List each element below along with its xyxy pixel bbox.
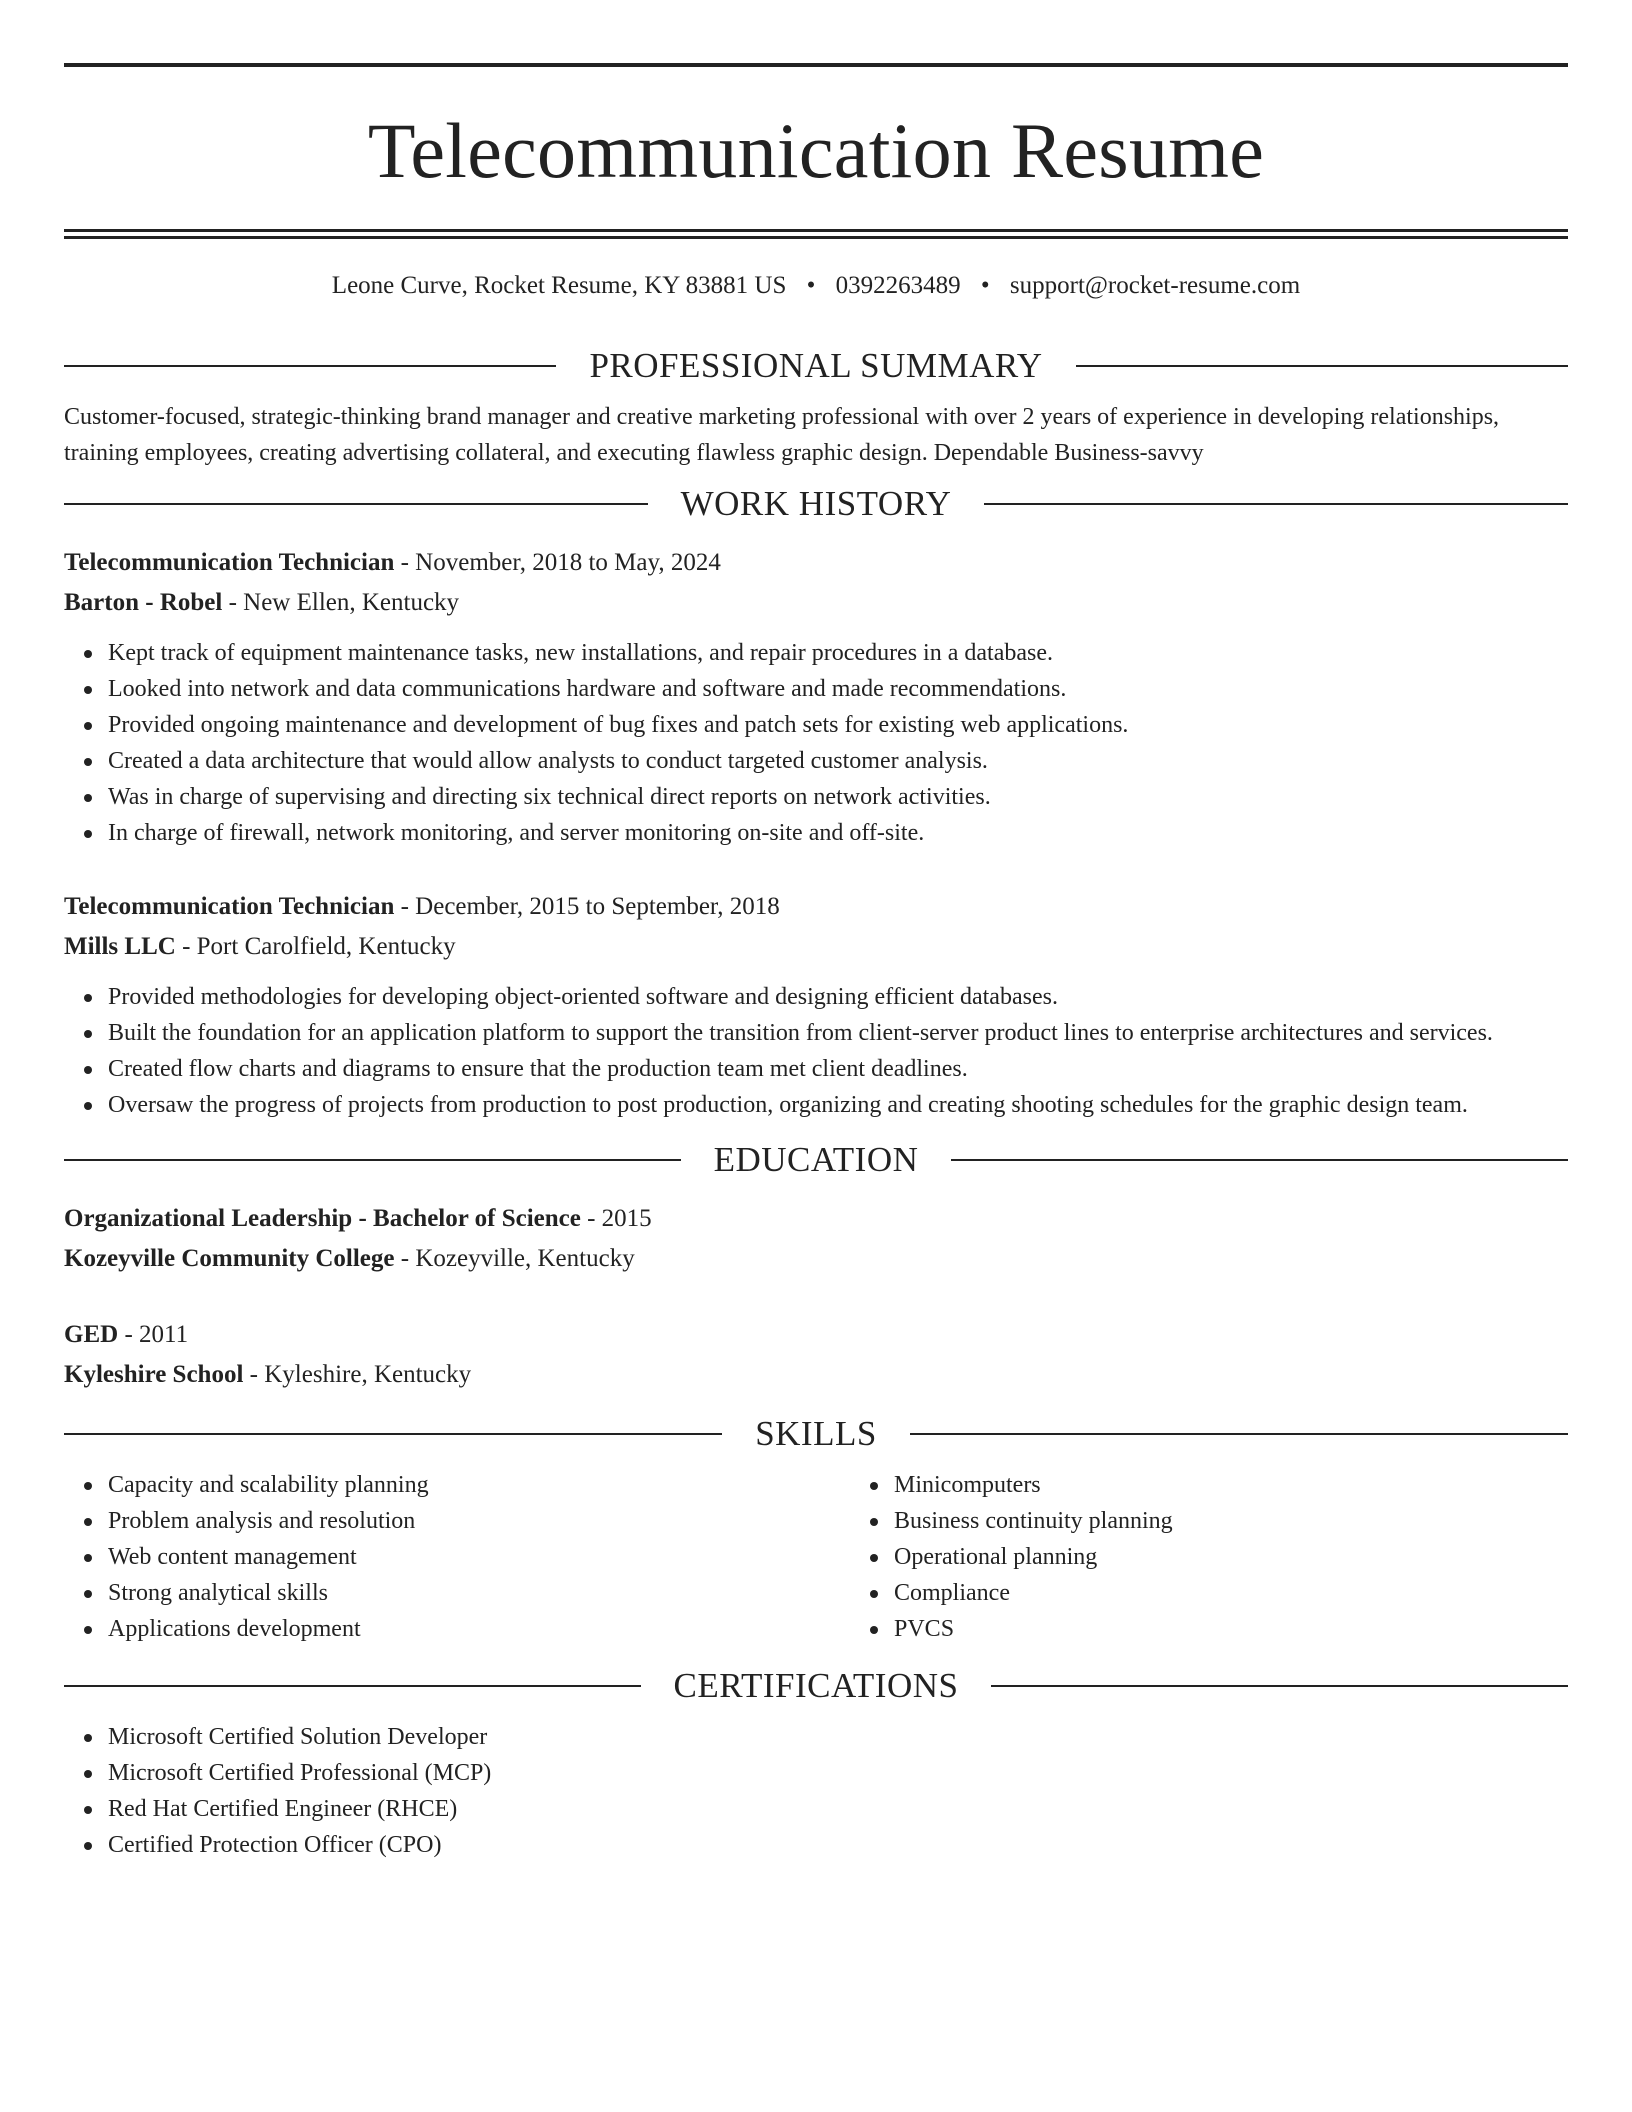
contact-email: support@rocket-resume.com [1009,272,1301,299]
graduation-year: - 2011 [118,1321,189,1348]
school-name: Kozeyville Community College [64,1245,395,1272]
section-heading-work [64,483,1568,525]
job-dates: - November, 2018 to May, 2024 [394,549,721,576]
summary-text: Customer-focused, strategic-thinking brand manager and creative marketing professional with over 2 years of experience in developing relationships, training employees, creating advertising collateral, and executing flawless graphic design. Dependable Business-savvy [64,404,1500,466]
section-heading-education [64,1139,1568,1181]
job-company: Mills LLC [64,933,176,960]
contact-phone: 0392263489 [835,272,961,299]
section-heading-skills [64,1413,1568,1455]
heading-rule [991,1685,1568,1687]
list-item: Provided methodologies for developing object-oriented software and designing efficient databases. [108,979,1568,1015]
job-company-line [64,583,1568,623]
degree: GED [64,1321,119,1348]
school-location: - Kozeyville, Kentucky [394,1245,635,1272]
school-line [64,1355,1568,1395]
section-heading-summary [64,345,1568,387]
job-title-line [64,543,1568,583]
list-item: Looked into network and data communications hardware and software and made recommendations. [108,671,1568,707]
list-item: Kept track of equipment maintenance tasks, new installations, and repair procedures in a database. [108,635,1568,671]
section-title: SKILLS [755,1414,877,1453]
skills-columns [64,1467,1568,1647]
heading-rule [64,1159,681,1161]
skill-item: Business continuity planning [894,1503,1568,1539]
heading-rule [1076,365,1568,367]
heading-rule [951,1159,1568,1161]
school-location: - Kyleshire, Kentucky [243,1361,472,1388]
heading-rule [64,503,648,505]
job-company: Barton - Robel [64,589,223,616]
title-double-rule [64,229,1568,239]
job-bullets [64,979,1568,1123]
job-company-line [64,927,1568,967]
job-dates: - December, 2015 to September, 2018 [394,893,780,920]
section-title: WORK HISTORY [680,484,952,523]
job-bullets [64,635,1568,851]
list-item: In charge of firewall, network monitoring, and server monitoring on-site and off-site. [108,815,1568,851]
heading-rule [64,1685,641,1687]
contact-separator: • [806,272,816,299]
heading-rule [984,503,1568,505]
certification-item: Certified Protection Officer (CPO) [108,1827,1568,1863]
job-title: Telecommunication Technician [64,893,395,920]
skill-item: Operational planning [894,1539,1568,1575]
job-location: - New Ellen, Kentucky [222,589,460,616]
certification-item: Microsoft Certified Professional (MCP) [108,1755,1568,1791]
job-entry [64,543,1568,851]
heading-rule [64,1433,722,1435]
list-item: Built the foundation for an application platform to support the transition from client-server product lines to enterprise architectures and services. [108,1015,1568,1051]
school-line [64,1239,1568,1279]
certification-item: Microsoft Certified Solution Developer [108,1719,1568,1755]
skill-item: Strong analytical skills [108,1575,850,1611]
list-item: Created flow charts and diagrams to ensure that the production team met client deadlines. [108,1051,1568,1087]
degree: Organizational Leadership - Bachelor of Science [64,1205,581,1232]
school-name: Kyleshire School [64,1361,244,1388]
list-item: Provided ongoing maintenance and development of bug fixes and patch sets for existing web applications. [108,707,1568,743]
certifications-list [64,1719,1568,1863]
list-item: Oversaw the progress of projects from production to post production, organizing and creating shooting schedules for the graphic design team. [108,1087,1568,1123]
section-title: EDUCATION [713,1140,919,1179]
contact-line [64,269,1568,303]
education-entry [64,1315,1568,1395]
education-entry [64,1199,1568,1279]
resume-title: Telecommunication Resume [367,107,1265,194]
contact-separator: • [980,272,990,299]
degree-line [64,1315,1568,1355]
skills-list-left [64,1467,850,1647]
section-title: CERTIFICATIONS [673,1666,959,1705]
certification-item: Red Hat Certified Engineer (RHCE) [108,1791,1568,1827]
top-rule [64,63,1568,67]
contact-address: Leone Curve, Rocket Resume, KY 83881 US [331,272,787,299]
skill-item: Compliance [894,1575,1568,1611]
heading-rule [64,365,556,367]
skill-item: Applications development [108,1611,850,1647]
list-item: Was in charge of supervising and directing six technical direct reports on network activities. [108,779,1568,815]
section-heading-certifications [64,1665,1568,1707]
skills-list-right [850,1467,1568,1647]
section-title: PROFESSIONAL SUMMARY [589,346,1043,385]
job-location: - Port Carolfield, Kentucky [175,933,456,960]
job-title-line [64,887,1568,927]
degree-line [64,1199,1568,1239]
graduation-year: - 2015 [580,1205,652,1232]
job-title: Telecommunication Technician [64,549,395,576]
list-item: Created a data architecture that would allow analysts to conduct targeted customer analysis. [108,743,1568,779]
heading-rule [910,1433,1568,1435]
job-entry [64,887,1568,1123]
skill-item: Web content management [108,1539,850,1575]
skill-item: PVCS [894,1611,1568,1647]
skill-item: Capacity and scalability planning [108,1467,850,1503]
skill-item: Minicomputers [894,1467,1568,1503]
skill-item: Problem analysis and resolution [108,1503,850,1539]
